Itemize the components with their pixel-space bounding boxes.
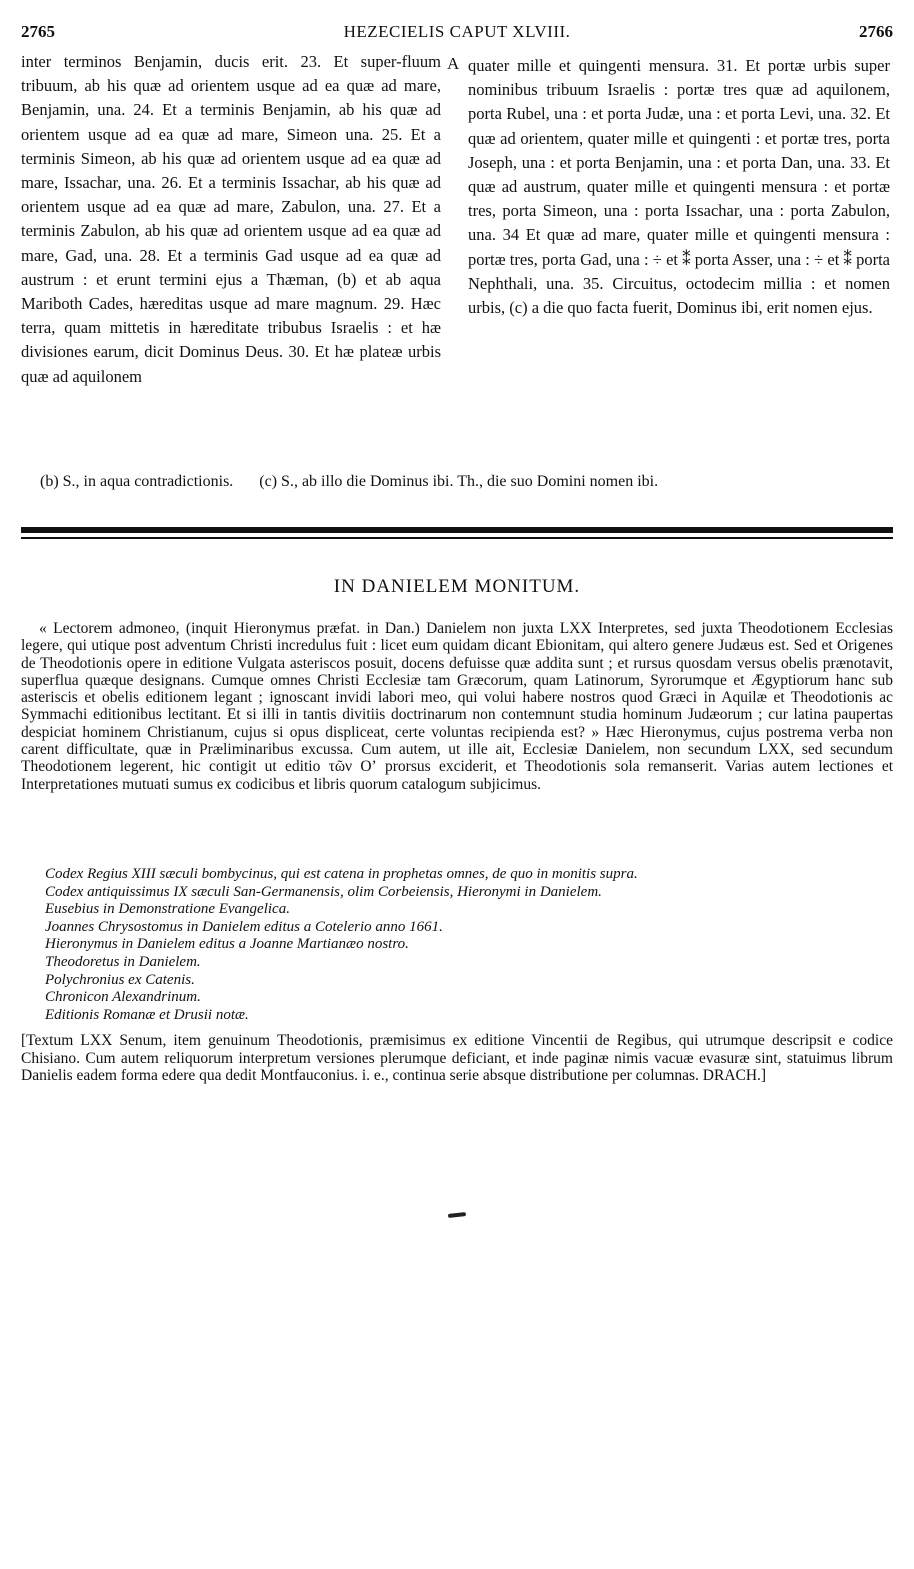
source-catalog xyxy=(45,866,893,1024)
editor-note: [Textum LXX Senum, item genuinum Theodotionis, præmisimus ex editione Vincentii de Regibus, qui utrumque descripsit e codice Chisiano. Cum autem reliquorum interpretum versiones plerumque deficiant, et inde paginæ nimis vacuæ evasuræ sint, statuimus librum Danielis eadem forma edere qua dedit Montfauconius. i. e., continua serie absque distributione per columnas. DRACH.] xyxy=(21,1032,893,1084)
footnote-c: (c) S., ab illo die Dominus ibi. Th., die suo Domini nomen ibi. xyxy=(259,473,659,490)
page-number-left: 2765 xyxy=(21,22,55,41)
page-number-right: 2766 xyxy=(859,22,893,41)
monitum-paragraph: « Lectorem admoneo, (inquit Hieronymus præfat. in Dan.) Danielem non juxta LXX Interpretes, sed juxta Theodotionem Ecclesias legere, qui utique post adventum Christi incredulus fuit : licet eum quidam dicant Ebionitam, qui altero genere Judæus est. Sed et Origenes de Theodotionis opere in editione Vulgata asteriscos posuit, docens defuisse quæ addita sunt ; et rursus quosdam versus obelis prænotavit, superflua quæque designans. Cumque omnes Christi Ecclesiæ tam Græcorum, quam Latinorum, Syrorumque et Ægyptiorum hanc sub asteriscis et obelis editionem legant ; ignoscant invidi labori meo, qui volui habere nostros quod Græci in Aquilæ et Theodotionis ac Symmachi editionibus lectitant. Et si illi in tantis divitiis doctrinarum non contemnunt studia hominum Judæorum ; cur latina paupertas despiciat hominem Christianum, cujus si opus displiceat, certe voluntas recipienda est? » Hæc Hieronymus, cujus postrema verba non carent difficultate, quæ in Præliminaribus excussa. Cum autem, ut ille ait, Ecclesiæ Danielem, non secundum LXX, sed secundum Theodotionem legerent, hic contigit ut editio τῶν Οʼ prorsus exciderit, et Theodotionis sola remanserit. Varias autem lectiones et Interpretationes mutuati sumus ex codicibus et libris quorum catalogum subjicimus. xyxy=(21,620,893,793)
monitum-body xyxy=(21,620,893,793)
footnotes xyxy=(40,472,890,492)
catalog-item: Editionis Romanæ et Drusii notæ. xyxy=(45,1006,249,1023)
catalog-item: Theodoretus in Danielem. xyxy=(45,953,201,970)
running-header xyxy=(21,22,893,48)
catalog-item: Hieronymus in Danielem editus a Joanne Martianæo nostro. xyxy=(45,936,409,953)
catalog-item: Eusebius in Demonstratione Evangelica. xyxy=(45,901,290,918)
left-column-text: inter terminos Benjamin, ducis erit. 23. Et super-fluum tribuum, ab his quæ ad orientem usque ad ea quæ ad mare, Benjamin, una. 24. Et a terminis Benjamin, ab his quæ ad orientem usque ad ea quæ ad mare, Simeon una. 25. Et a terminis Simeon, ab his quæ ad orientem usque ad ea quæ ad mare, Issachar, una. 26. Et a terminis Issachar, ab his quæ ad orientem usque ad ea quæ ad mare, Zabulon, una. 27. Et a terminis Zabulon, ab his quæ ad orientem usque ad ea quæ ad mare, Gad, una. 28. Et a terminis Gad usque ad ea quæ ad austrum : et erunt termini ejus a Thæman, (b) et ab aqua Mariboth Cades, hæreditas usque ad mare magnum. 29. Hæc terra, quam mittetis in hæreditate tribubus Israelis : et hæ divisiones earum, dicit Dominus Deus. 30. Et hæ plateæ urbis quæ ad aquilonem xyxy=(21,52,441,386)
end-ornament xyxy=(448,1212,466,1218)
catalog-item: Codex Regius XIII sæculi bombycinus, qui est catena in prophetas omnes, de quo in monitis supra. xyxy=(45,866,638,882)
section-title: IN DANIELEM MONITUM. xyxy=(333,576,581,597)
column-marker: A xyxy=(447,54,460,73)
right-column-text: quater mille et quingenti mensura. 31. Et portæ urbis super nominibus tribuum Israelis : portæ tres quæ ad aquilonem, porta Rubel, una : et porta Judæ, una : et porta Levi, una. 32. Et quæ ad orientem, quater mille et quingenti : et portæ tres, porta Joseph, una : et porta Benjamin, una : et porta Dan, una. 33. Et quæ ad austrum, quater mille et quingenti mensura : et portæ tres, porta Simeon, una : porta Issachar, una : porta Zabulon, una. 34 Et quæ ad mare, quater mille et quingenti mensura : portæ tres, porta Gad, una : ÷ et ⁑ porta Asser, una : ÷ et ⁑ porta Nephthali, una. 35. Circuitus, octodecim millia : et nomen urbis, (c) a die quo facta fuerit, Dominus ibi, erit nomen ejus. xyxy=(468,56,890,318)
catalog-item: Codex antiquissimus IX sæculi San-Germanensis, olim Corbeiensis, Hieronymi in Danielem. xyxy=(45,883,602,900)
running-title: HEZECIELIS CAPUT XLVIII. xyxy=(343,22,571,41)
catalog-item: Joannes Chrysostomus in Danielem editus a Cotelerio anno 1661. xyxy=(45,918,443,935)
catalog-item: Chronicon Alexandrinum. xyxy=(45,989,201,1006)
footnote-b: (b) S., in aqua contradictionis. xyxy=(40,473,234,490)
section-divider-thick xyxy=(21,527,893,533)
section-divider-thin xyxy=(21,537,893,539)
catalog-item: Polychronius ex Catenis. xyxy=(45,971,195,988)
